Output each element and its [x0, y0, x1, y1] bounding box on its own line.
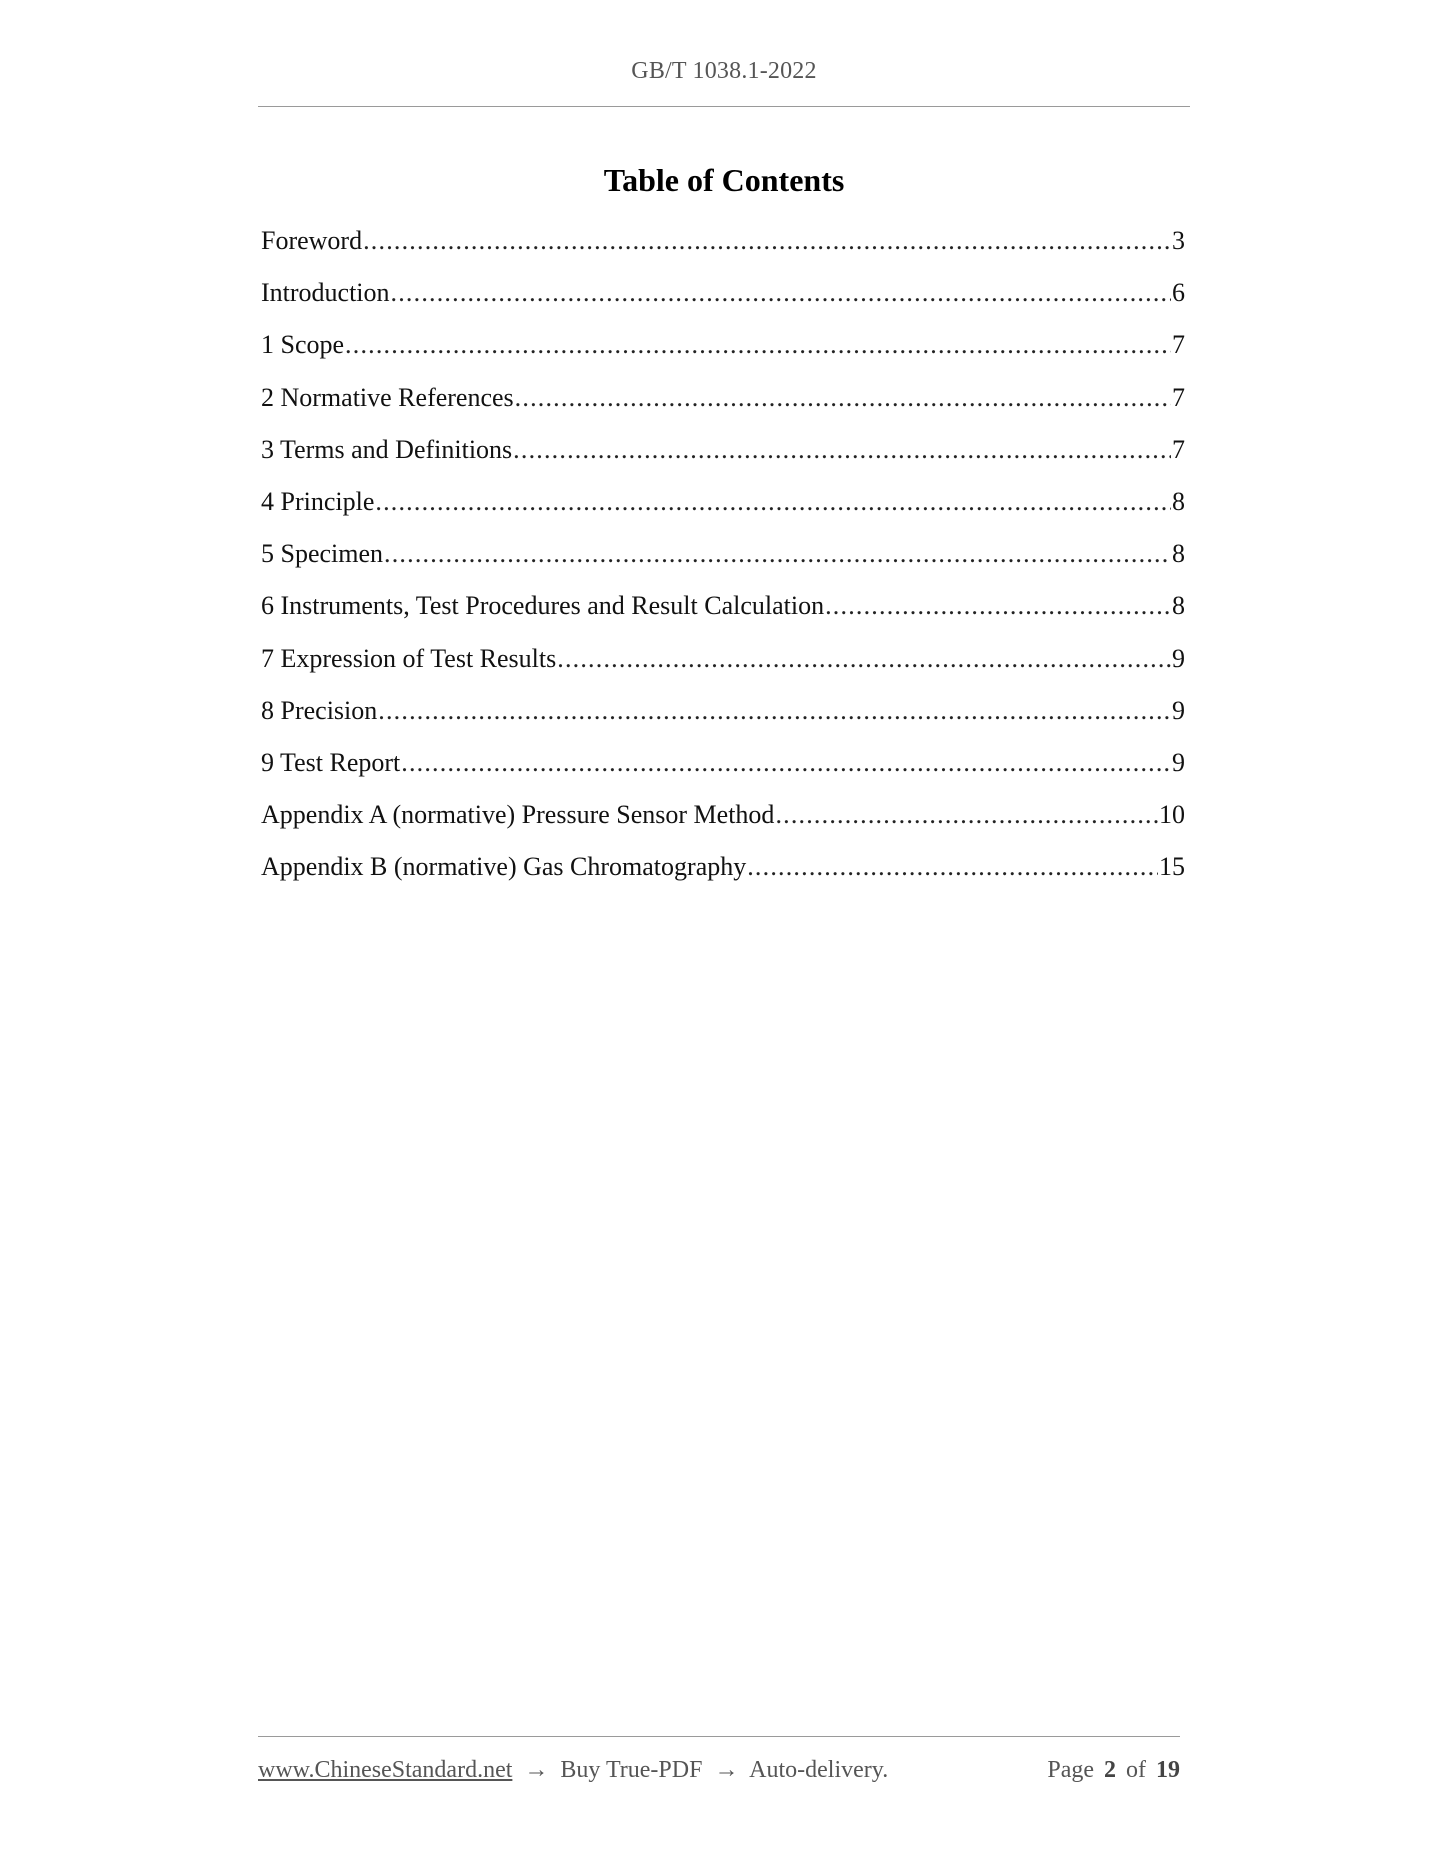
toc-entry-label: 2 Normative References — [261, 382, 514, 412]
page-indicator — [1043, 1757, 1180, 1784]
toc-entry-expression-results[interactable] — [261, 644, 1185, 696]
toc-entry-label: 7 Expression of Test Results — [261, 643, 557, 673]
toc-dot-leader — [825, 591, 1171, 621]
toc-entry-test-report[interactable] — [261, 748, 1185, 800]
toc-entry-normative-references[interactable] — [261, 383, 1185, 435]
arrow-right-icon: → — [524, 1757, 549, 1783]
toc-entry-label: 4 Principle — [261, 486, 375, 516]
toc-entry-page: 7 — [1172, 330, 1185, 360]
toc-entry-page: 6 — [1172, 278, 1185, 308]
toc-entry-terms-definitions[interactable] — [261, 435, 1185, 487]
site-link[interactable]: www.ChineseStandard.net — [258, 1757, 513, 1783]
toc-dot-leader — [515, 383, 1171, 413]
toc-entry-page: 7 — [1172, 382, 1185, 412]
of-word: of — [1126, 1757, 1146, 1783]
toc-entry-page: 8 — [1172, 486, 1185, 516]
toc-dot-leader — [401, 748, 1171, 778]
toc-entry-scope[interactable] — [261, 330, 1185, 382]
toc-dot-leader — [375, 487, 1171, 517]
toc-dot-leader — [391, 278, 1171, 308]
total-pages-number: 19 — [1156, 1757, 1180, 1783]
toc-entry-specimen[interactable] — [261, 539, 1185, 591]
toc-entry-page: 10 — [1159, 800, 1185, 830]
toc-entry-appendix-b[interactable] — [261, 852, 1185, 904]
toc-dot-leader — [775, 800, 1158, 830]
page-footer — [258, 1736, 1180, 1784]
toc-entry-foreword[interactable] — [261, 226, 1185, 278]
toc-entry-label: 8 Precision — [261, 695, 378, 725]
toc-dot-leader — [345, 330, 1171, 360]
arrow-right-icon: → — [714, 1757, 739, 1783]
toc-entry-page: 15 — [1159, 852, 1185, 882]
toc-entry-instruments[interactable] — [261, 591, 1185, 643]
buy-text: Buy True-PDF — [560, 1757, 703, 1783]
toc-entry-label: Appendix B (normative) Gas Chromatography — [261, 852, 747, 882]
toc-dot-leader — [378, 696, 1171, 726]
toc-entry-precision[interactable] — [261, 696, 1185, 748]
toc-entry-page: 9 — [1172, 695, 1185, 725]
toc-title: Table of Contents — [603, 162, 845, 198]
toc-entry-appendix-a[interactable] — [261, 800, 1185, 852]
toc-entry-introduction[interactable] — [261, 278, 1185, 330]
current-page-number: 2 — [1104, 1757, 1116, 1783]
footer-promo — [258, 1757, 888, 1784]
toc-entry-label: Foreword — [261, 226, 363, 255]
toc-entry-label: 6 Instruments, Test Procedures and Result Calculation — [261, 591, 825, 621]
toc-entry-label: 3 Terms and Definitions — [261, 434, 513, 464]
toc-entry-label: 9 Test Report — [261, 747, 401, 777]
toc-entry-label: Appendix A (normative) Pressure Sensor Method — [261, 800, 775, 830]
toc-entry-page: 3 — [1172, 226, 1185, 255]
delivery-text: Auto-delivery. — [749, 1757, 889, 1783]
table-of-contents — [261, 226, 1185, 904]
toc-entry-page: 9 — [1172, 643, 1185, 673]
toc-entry-principle[interactable] — [261, 487, 1185, 539]
toc-dot-leader — [557, 644, 1171, 674]
page-header — [258, 58, 1190, 107]
toc-dot-leader — [384, 539, 1171, 569]
toc-entry-label: Introduction — [261, 278, 390, 308]
toc-entry-page: 8 — [1172, 591, 1185, 621]
toc-entry-page: 9 — [1172, 747, 1185, 777]
toc-entry-label: 1 Scope — [261, 330, 345, 360]
standard-code: GB/T 1038.1-2022 — [631, 58, 817, 84]
toc-entry-page: 8 — [1172, 539, 1185, 569]
toc-entry-page: 7 — [1172, 434, 1185, 464]
toc-dot-leader — [747, 852, 1158, 882]
toc-dot-leader — [513, 435, 1171, 465]
toc-entry-label: 5 Specimen — [261, 539, 384, 569]
toc-dot-leader — [363, 226, 1171, 256]
page-word: Page — [1047, 1757, 1094, 1783]
